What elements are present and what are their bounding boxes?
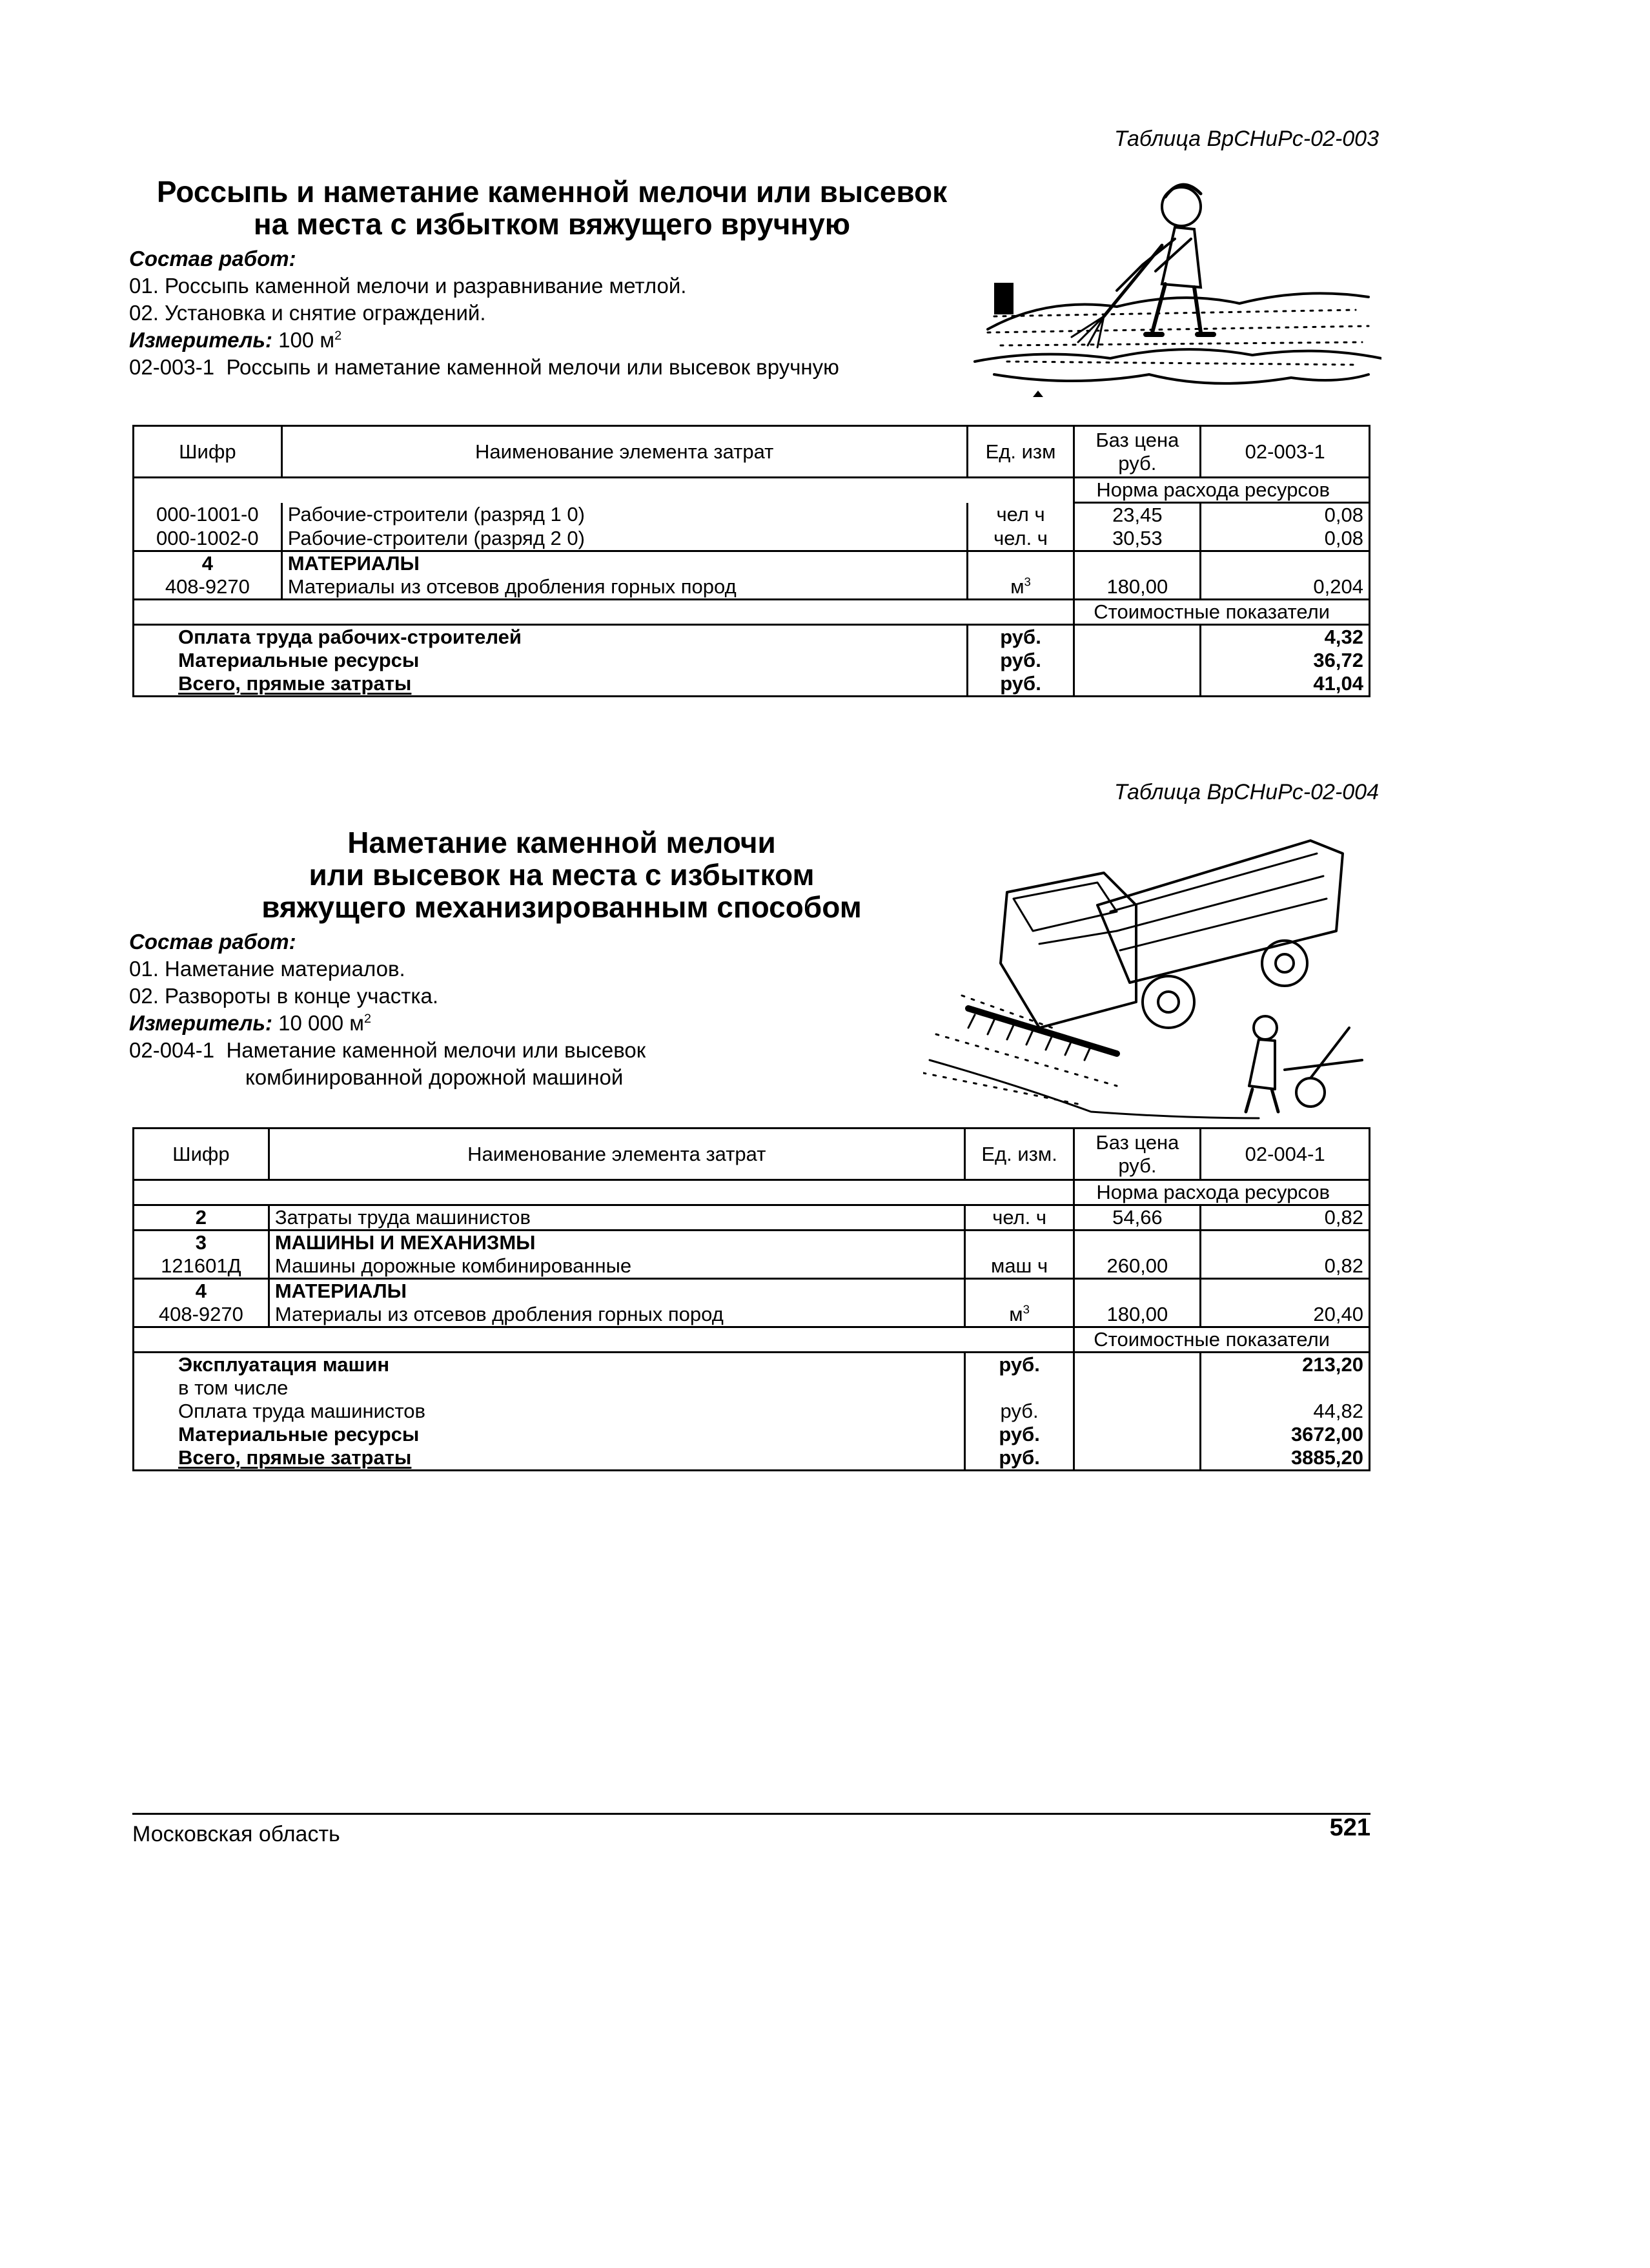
total-name: Всего, прямые затраты bbox=[178, 1446, 412, 1469]
table-row bbox=[134, 1231, 1370, 1255]
work-description bbox=[129, 245, 839, 381]
total-row bbox=[134, 649, 1370, 672]
header-unit: Ед. изм. bbox=[964, 1129, 1074, 1180]
item-name: Россыпь и наметание каменной мелочи или высевок вручную bbox=[226, 355, 839, 379]
row-name: Рабочие-строители (разряд 1 0) bbox=[281, 503, 967, 527]
row-unit: маш ч bbox=[964, 1254, 1074, 1279]
table-header-row bbox=[134, 426, 1370, 478]
measure-sup: 2 bbox=[363, 1012, 371, 1026]
row-name: Рабочие-строители (разряд 2 0) bbox=[281, 527, 967, 551]
cost-table-02-004 bbox=[132, 1127, 1370, 1471]
row-value: 0,82 bbox=[1201, 1205, 1370, 1231]
row-price: 180,00 bbox=[1074, 575, 1201, 600]
row-unit: чел. ч bbox=[967, 527, 1074, 551]
row-value: 0,08 bbox=[1201, 503, 1370, 527]
row-name: Материалы из отсевов дробления горных пород bbox=[269, 1303, 964, 1327]
total-name: Эксплуатация машин bbox=[178, 1353, 390, 1376]
row-unit: чел ч bbox=[967, 503, 1074, 527]
title-line: Россыпь и наметание каменной мелочи или высевок bbox=[156, 175, 948, 209]
total-value: 3672,00 bbox=[1201, 1423, 1370, 1446]
row-price: 180,00 bbox=[1074, 1303, 1201, 1327]
row-code: 3 bbox=[134, 1231, 269, 1255]
header-name: Наименование элемента затрат bbox=[281, 426, 967, 478]
measure-label: Измеритель: bbox=[129, 1011, 272, 1035]
worker-sweeping-illustration bbox=[968, 168, 1381, 413]
total-unit: руб. bbox=[964, 1423, 1074, 1446]
table-header-row bbox=[134, 1129, 1370, 1180]
row-value: 0,82 bbox=[1201, 1254, 1370, 1279]
total-row bbox=[134, 1400, 1370, 1423]
page-title bbox=[136, 176, 968, 240]
total-value: 44,82 bbox=[1201, 1400, 1370, 1423]
page-title bbox=[207, 826, 917, 923]
title-line: или высевок на места с избытком bbox=[309, 858, 815, 892]
total-name: Оплата труда рабочих-строителей bbox=[178, 626, 522, 648]
row-unit bbox=[964, 1303, 1074, 1327]
measure-label: Измеритель: bbox=[129, 328, 272, 352]
row-value: 0,08 bbox=[1201, 527, 1370, 551]
row-name: Затраты труда машинистов bbox=[269, 1205, 964, 1231]
item-line bbox=[129, 354, 839, 381]
row-name: МАТЕРИАЛЫ bbox=[269, 1279, 964, 1303]
total-name: Оплата труда машинистов bbox=[178, 1400, 425, 1422]
price-line: Баз цена bbox=[1095, 1130, 1179, 1154]
row-code: 4 bbox=[134, 1279, 269, 1303]
item-code: 02-003-1 bbox=[129, 355, 215, 379]
header-code: Шифр bbox=[134, 426, 282, 478]
unit-sup: 3 bbox=[1024, 575, 1031, 589]
total-unit: руб. bbox=[967, 649, 1074, 672]
title-line: на места с избытком вяжущего вручную bbox=[253, 207, 851, 241]
total-value: 4,32 bbox=[1201, 625, 1370, 649]
row-unit: чел. ч bbox=[964, 1205, 1074, 1231]
total-unit: руб. bbox=[967, 625, 1074, 649]
row-name: Машины дорожные комбинированные bbox=[269, 1254, 964, 1279]
header-unit: Ед. изм bbox=[967, 426, 1074, 478]
row-code: 000-1002-0 bbox=[134, 527, 282, 551]
table-row bbox=[134, 575, 1370, 600]
total-name: Материальные ресурсы bbox=[178, 649, 420, 671]
norm-label-row bbox=[134, 1180, 1370, 1205]
table-row bbox=[134, 1279, 1370, 1303]
table-row bbox=[134, 1254, 1370, 1279]
unit-sup: 3 bbox=[1023, 1302, 1030, 1316]
row-value: 20,40 bbox=[1201, 1303, 1370, 1327]
item-code: 02-004-1 bbox=[129, 1038, 215, 1062]
price-line: руб. bbox=[1118, 1154, 1157, 1177]
row-name: МАШИНЫ И МЕХАНИЗМЫ bbox=[269, 1231, 964, 1255]
work-item: 02. Развороты в конце участка. bbox=[129, 984, 439, 1008]
row-unit bbox=[967, 575, 1074, 600]
measure-sup: 2 bbox=[334, 329, 342, 343]
header-norm-code: 02-003-1 bbox=[1201, 426, 1370, 478]
footer-region: Московская область bbox=[132, 1822, 340, 1846]
norm-label: Норма расхода ресурсов bbox=[1074, 1180, 1370, 1205]
measure-line bbox=[129, 1010, 646, 1037]
total-value: 36,72 bbox=[1201, 649, 1370, 672]
work-item: 02. Установка и снятие ограждений. bbox=[129, 301, 486, 325]
row-name: Материалы из отсевов дробления горных пород bbox=[281, 575, 967, 600]
work-heading: Состав работ: bbox=[129, 247, 296, 271]
norm-label: Норма расхода ресурсов bbox=[1074, 478, 1370, 503]
title-line: Наметание каменной мелочи bbox=[347, 826, 776, 859]
work-item: 01. Наметание материалов. bbox=[129, 957, 405, 981]
row-price: 30,53 bbox=[1074, 527, 1201, 551]
table-row bbox=[134, 1205, 1370, 1231]
total-value: 213,20 bbox=[1201, 1353, 1370, 1377]
cost-label-row bbox=[134, 1327, 1370, 1353]
total-name: Всего, прямые затраты bbox=[178, 672, 412, 695]
total-unit: руб. bbox=[964, 1400, 1074, 1423]
work-description bbox=[129, 928, 646, 1091]
total-row bbox=[134, 625, 1370, 649]
work-item: 01. Россыпь каменной мелочи и разравнивание метлой. bbox=[129, 274, 687, 298]
table-row bbox=[134, 551, 1370, 576]
measure-value: 10 000 м bbox=[278, 1011, 364, 1035]
header-name: Наименование элемента затрат bbox=[269, 1129, 964, 1180]
total-unit: руб. bbox=[964, 1446, 1074, 1471]
unit-text: м bbox=[1010, 575, 1024, 598]
price-line: Баз цена bbox=[1095, 428, 1179, 451]
row-value: 0,204 bbox=[1201, 575, 1370, 600]
row-name: МАТЕРИАЛЫ bbox=[281, 551, 967, 576]
table-row bbox=[134, 1303, 1370, 1327]
header-price bbox=[1074, 426, 1201, 478]
row-code: 4 bbox=[134, 551, 282, 576]
title-line: вяжущего механизированным способом bbox=[261, 890, 862, 924]
item-line bbox=[129, 1037, 646, 1064]
total-row bbox=[134, 1376, 1370, 1400]
cost-table-02-003 bbox=[132, 425, 1370, 697]
cost-label: Стоимостные показатели bbox=[1074, 1327, 1370, 1353]
cost-label: Стоимостные показатели bbox=[1074, 600, 1370, 625]
row-code: 121601Д bbox=[134, 1254, 269, 1279]
cost-label-row bbox=[134, 600, 1370, 625]
measure-line bbox=[129, 327, 839, 354]
row-price: 54,66 bbox=[1074, 1205, 1201, 1231]
work-heading: Состав работ: bbox=[129, 930, 296, 954]
header-price bbox=[1074, 1129, 1201, 1180]
total-value: 41,04 bbox=[1201, 672, 1370, 697]
row-code: 408-9270 bbox=[134, 1303, 269, 1327]
price-line: руб. bbox=[1118, 451, 1157, 475]
total-name: в том числе bbox=[178, 1376, 289, 1399]
table-row bbox=[134, 503, 1370, 527]
total-row bbox=[134, 1446, 1370, 1471]
item-name-cont: комбинированной дорожной машиной bbox=[245, 1065, 624, 1089]
total-row bbox=[134, 1353, 1370, 1377]
page-number: 521 bbox=[1329, 1814, 1370, 1841]
header-code: Шифр bbox=[134, 1129, 269, 1180]
norm-label-row bbox=[134, 478, 1370, 503]
total-row bbox=[134, 1423, 1370, 1446]
row-code: 000-1001-0 bbox=[134, 503, 282, 527]
item-name: Наметание каменной мелочи или высевок bbox=[226, 1038, 646, 1062]
total-unit: руб. bbox=[964, 1353, 1074, 1377]
road-machine-illustration bbox=[923, 815, 1375, 1125]
row-price: 23,45 bbox=[1074, 503, 1201, 527]
header-norm-code: 02-004-1 bbox=[1201, 1129, 1370, 1180]
row-code: 2 bbox=[134, 1205, 269, 1231]
total-value: 3885,20 bbox=[1201, 1446, 1370, 1471]
table-label: Таблица ВрСНиРс-02-004 bbox=[1114, 780, 1379, 804]
footer-divider bbox=[132, 1813, 1370, 1815]
unit-text: м bbox=[1009, 1303, 1023, 1325]
row-code: 408-9270 bbox=[134, 575, 282, 600]
row-price: 260,00 bbox=[1074, 1254, 1201, 1279]
measure-value: 100 м bbox=[278, 328, 335, 352]
total-row bbox=[134, 672, 1370, 697]
table-label: Таблица ВрСНиРс-02-003 bbox=[1114, 127, 1379, 151]
table-row bbox=[134, 527, 1370, 551]
total-name: Материальные ресурсы bbox=[178, 1423, 420, 1446]
total-unit: руб. bbox=[967, 672, 1074, 697]
